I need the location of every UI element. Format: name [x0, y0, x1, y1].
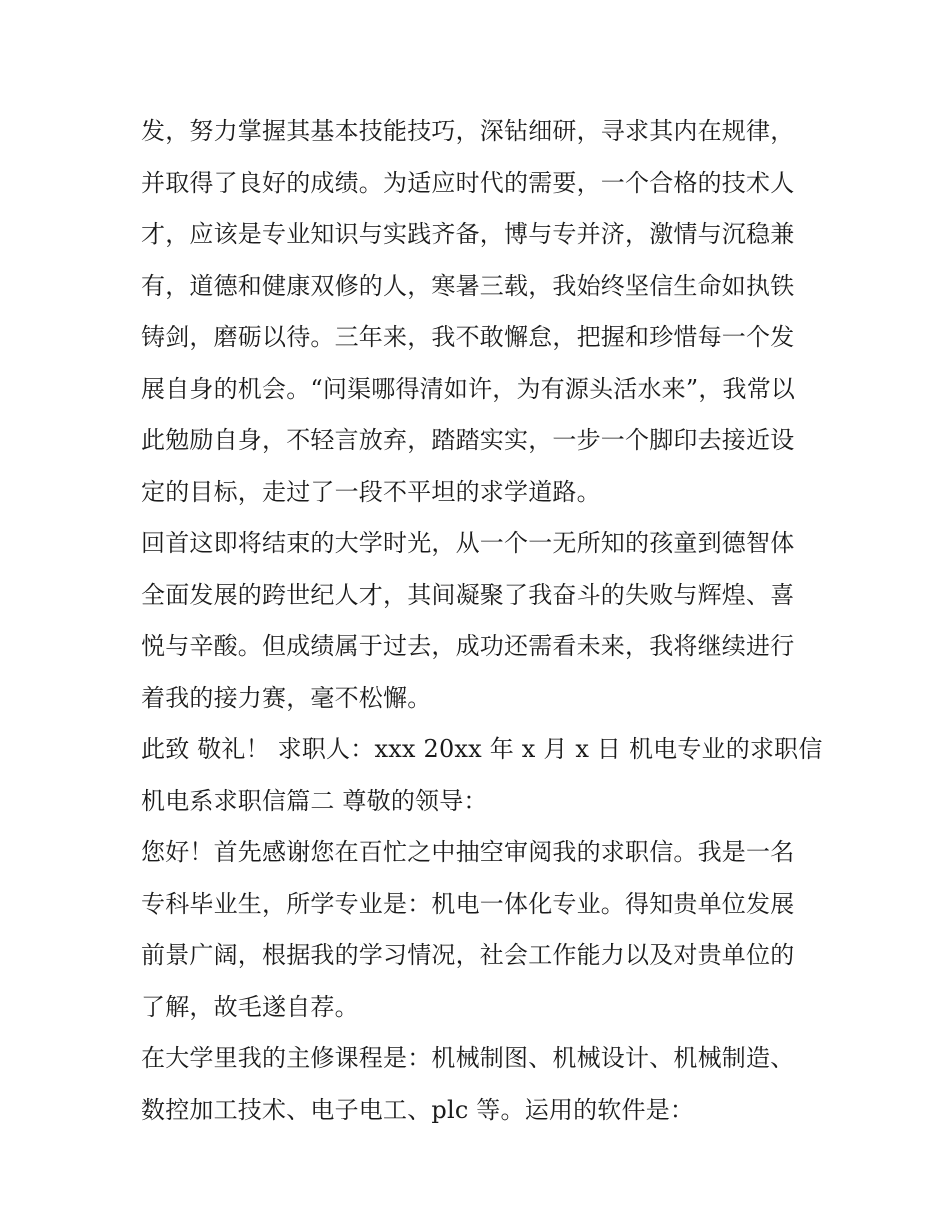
text-line: 此勉励自身，不轻言放弃，踏踏实实，一步一个脚印去接近设 [141, 426, 795, 454]
text-line: 并取得了良好的成绩。为适应时代的需要，一个合格的技术人 [141, 168, 795, 197]
text-line: 全面发展的跨世纪人才，其间凝聚了我奋斗的失败与辉煌、喜 [141, 580, 795, 609]
text-line: 数控加工技术、电子电工、plc 等。运用的软件是： [141, 1095, 695, 1124]
text-line: 着我的接力赛，毫不松懈。 [141, 683, 432, 712]
text-line: 在大学里我的主修课程是：机械制图、机械设计、机械制造、 [141, 1044, 795, 1072]
text-line: 有，道德和健康双修的人，寒暑三载，我始终坚信生命如执铁 [141, 271, 795, 300]
text-line: 铸剑，磨砺以待。三年来，我不敢懈怠，把握和珍惜每一个发 [141, 323, 795, 351]
text-line: 了解，故毛遂自荐。 [141, 992, 359, 1021]
text-line: 机电系求职信篇二 尊敬的领导： [141, 786, 488, 815]
text-line: 专科毕业生，所学专业是：机电一体化专业。得知贵单位发展 [141, 889, 795, 918]
text-line: 此致 敬礼！ 求职人：xxx 20xx 年 x 月 x 日 机电专业的求职信 [141, 735, 823, 763]
document-body [141, 106, 821, 1136]
text-line: 前景广阔，根据我的学习情况，社会工作能力以及对贵单位的 [141, 941, 795, 969]
text-line: 您好！首先感谢您在百忙之中抽空审阅我的求职信。我是一名 [141, 838, 795, 866]
text-line: 回首这即将结束的大学时光，从一个一无所知的孩童到德智体 [141, 529, 795, 557]
text-line: 展自身的机会。“问渠哪得清如许，为有源头活水来”，我常以 [141, 374, 796, 403]
text-line: 定的目标，走过了一段不平坦的求学道路。 [141, 477, 601, 506]
text-line: 发，努力掌握其基本技能技巧，深钻细研，寻求其内在规律， [141, 117, 795, 145]
text-line: 悦与辛酸。但成绩属于过去，成功还需看未来，我将继续进行 [141, 632, 795, 660]
text-line: 才，应该是专业知识与实践齐备，博与专并济，激情与沉稳兼 [141, 220, 795, 248]
